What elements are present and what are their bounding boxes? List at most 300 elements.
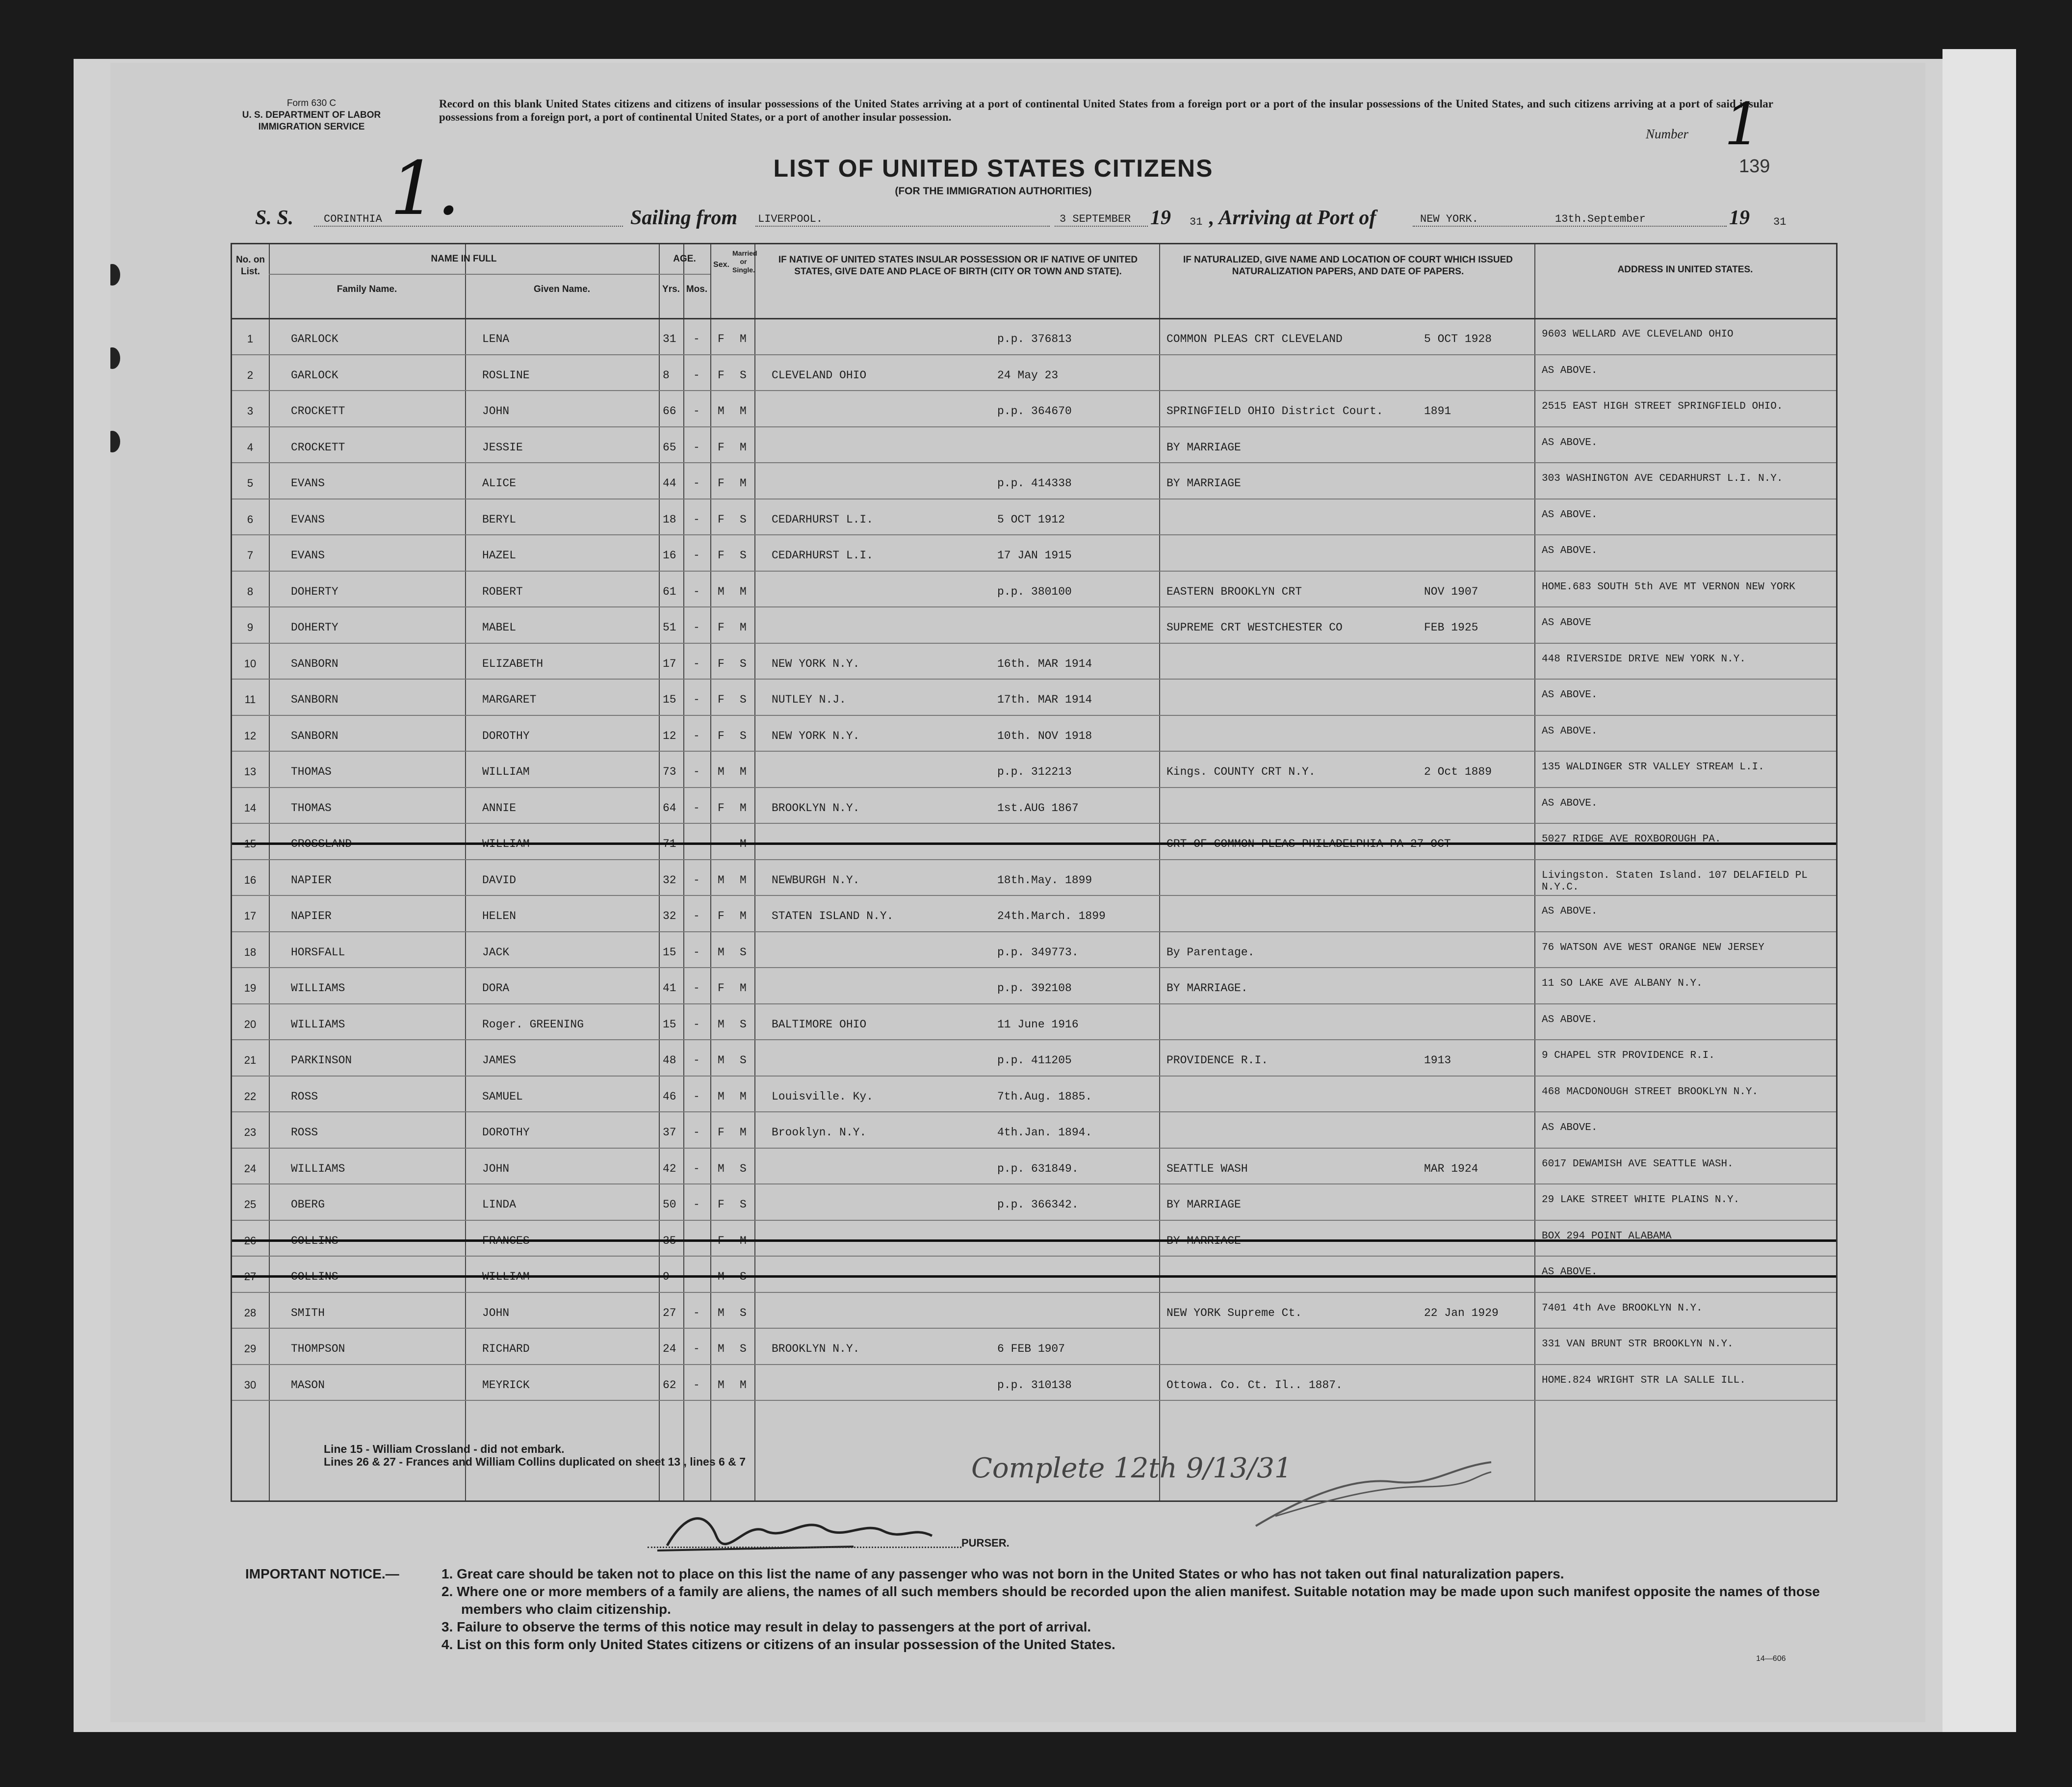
note-line-1: Line 15 - William Crossland - did not embark. [324, 1443, 565, 1455]
cell-age: 32 [663, 873, 676, 887]
cell-address: HOME.683 SOUTH 5th AVE MT VERNON NEW YORK [1542, 581, 1795, 593]
cell-ms: M [740, 333, 747, 345]
cell-ms: S [740, 1270, 747, 1283]
cell-court: SUPREME CRT WESTCHESTER CO [1166, 621, 1343, 634]
cell-ms: S [740, 368, 747, 382]
cell-ms: S [740, 946, 747, 959]
row-number: 28 [244, 1306, 257, 1319]
row-number: 24 [244, 1162, 257, 1175]
months-dash: - [693, 729, 700, 742]
cell-court-date: MAR 1924 [1424, 1162, 1478, 1175]
sail-year: 31 [1190, 216, 1203, 228]
cell-family: CROCKETT [291, 405, 345, 418]
cell-ms: S [740, 729, 747, 742]
cell-birth-date: p.p. 411205 [997, 1054, 1072, 1067]
cell-sex: M [718, 585, 725, 598]
cell-address: AS ABOVE. [1542, 437, 1598, 448]
cell-ms: M [740, 621, 747, 634]
cell-age: 17 [663, 657, 676, 670]
cell-given: DORA [482, 982, 510, 995]
col-header-sex: Sex. [713, 261, 729, 269]
cell-court: BY MARRIAGE. [1166, 982, 1248, 995]
cell-court-date: NOV 1907 [1424, 585, 1478, 598]
months-dash: - [693, 621, 700, 634]
cell-court-date: FEB 1925 [1424, 621, 1478, 634]
months-dash: - [693, 1306, 700, 1319]
cell-family: WILLIAMS [291, 1018, 345, 1031]
cell-ms: M [740, 982, 747, 995]
cell-ms: M [740, 585, 747, 598]
row-number: 8 [247, 585, 254, 598]
cell-address: AS ABOVE. [1542, 509, 1598, 521]
row-number: 10 [244, 657, 257, 670]
cell-given: JOHN [482, 1162, 510, 1175]
months-dash: - [693, 333, 700, 345]
cell-sex: M [718, 873, 725, 887]
cell-given: ANNIE [482, 801, 517, 815]
cell-birth-date: p.p. 364670 [997, 405, 1072, 418]
cell-birth-place: NEWBURGH N.Y. [772, 873, 860, 887]
months-dash: - [693, 1234, 700, 1247]
months-dash: - [693, 873, 700, 887]
months-dash: - [693, 946, 700, 959]
cell-address: AS ABOVE. [1542, 797, 1598, 809]
row-number: 19 [244, 982, 257, 994]
cell-ms: S [740, 1198, 747, 1211]
cell-sex: F [718, 1126, 725, 1139]
cell-birth-date: 10th. NOV 1918 [997, 729, 1092, 742]
cell-age: 35 [663, 1234, 676, 1247]
cell-sex: F [718, 621, 725, 634]
cell-birth-place: BALTIMORE OHIO [772, 1018, 867, 1031]
cell-family: SANBORN [291, 693, 338, 706]
months-dash: - [693, 1162, 700, 1175]
cell-sex: M [718, 1162, 725, 1175]
row-number: 7 [247, 549, 254, 561]
cell-ms: M [740, 1234, 747, 1247]
months-dash: - [693, 657, 700, 670]
cell-address: BOX 294 POINT ALABAMA [1542, 1230, 1672, 1242]
row-number: 18 [244, 946, 257, 958]
cell-family: MASON [291, 1378, 325, 1392]
cell-family: THOMPSON [291, 1342, 345, 1355]
cell-birth-date: p.p. 366342. [997, 1198, 1079, 1211]
cell-sex: F [718, 1198, 725, 1211]
cell-birth-date: 16th. MAR 1914 [997, 657, 1092, 670]
cell-age: 24 [663, 1342, 676, 1355]
cell-age: 15 [663, 1018, 676, 1031]
col-header-address: ADDRESS IN UNITED STATES. [1617, 264, 1753, 275]
strike-through-line [232, 1275, 1836, 1278]
cell-birth-place: CEDARHURST L.I. [772, 549, 874, 562]
cell-court: Kings. COUNTY CRT N.Y. [1166, 765, 1316, 778]
months-dash: - [693, 1054, 700, 1067]
row-number: 29 [244, 1342, 257, 1355]
col-header-given: Given Name. [533, 284, 591, 294]
strike-through-line [232, 842, 1836, 845]
cell-sex: F [718, 801, 725, 815]
cell-birth-date: p.p. 414338 [997, 477, 1072, 490]
cell-court: By Parentage. [1166, 946, 1255, 959]
cell-given: JESSIE [482, 441, 523, 454]
notice-item-2: 2. Where one or more members of a family are aliens, the names of all such members should be recorded upon the alien manifest. Suitable notation may be made upon such manifest opposite the names of those members who claim citizenship. [441, 1584, 1820, 1617]
cell-given: DAVID [482, 873, 517, 887]
cell-sex: M [718, 1090, 725, 1103]
cell-family: CROSSLAND [291, 838, 352, 850]
intro-text: Record on this blank United States citizens and citizens of insular possessions of the United States arriving at a port of continental United States from a foreign port or a port of the insular possessions of the United States, and such citizens arriving at a port of said insular possessions from a foreign port, a port of continental United States, or a port of another insular possession. [439, 98, 1773, 123]
arrive-year-prefix: 19 [1729, 207, 1750, 229]
row-number: 15 [244, 838, 257, 850]
cell-ms: S [740, 657, 747, 670]
cell-address: 9 CHAPEL STR PROVIDENCE R.I. [1542, 1050, 1715, 1061]
cell-address: AS ABOVE. [1542, 545, 1598, 556]
cell-family: ROSS [291, 1090, 318, 1103]
cell-court: BY MARRIAGE [1166, 1234, 1241, 1247]
cell-sex: M [718, 1270, 725, 1283]
col-header-age: AGE. [673, 254, 696, 264]
cell-ms: M [740, 477, 747, 490]
months-dash: - [693, 910, 700, 922]
row-number: 14 [244, 801, 257, 814]
cell-sex: F [718, 441, 725, 454]
cell-court: COMMON PLEAS CRT CLEVELAND [1166, 333, 1343, 345]
cell-ms: S [740, 549, 747, 562]
sail-date: 3 SEPTEMBER [1060, 213, 1131, 225]
cell-sex: M [718, 1306, 725, 1319]
cell-family: HORSFALL [291, 946, 345, 959]
cell-ms: M [740, 1090, 747, 1103]
cell-age: 8 [663, 368, 670, 382]
col-header-naturalized: IF NATURALIZED, GIVE NAME AND LOCATION OF COURT WHICH ISSUED NATURALIZATION PAPERS, AND DATE OF PAPERS. [1183, 255, 1513, 277]
cell-family: ROSS [291, 1126, 318, 1139]
cell-age: 42 [663, 1162, 676, 1175]
form-number: Form 630 C [286, 98, 337, 108]
cell-address: AS ABOVE. [1542, 689, 1598, 701]
cell-ms: S [740, 1306, 747, 1319]
form-code: 14—606 [1756, 1655, 1786, 1663]
cell-age: 32 [663, 910, 676, 922]
cell-birth-date: 11 June 1916 [997, 1018, 1079, 1031]
cell-birth-place: NUTLEY N.J. [772, 693, 846, 706]
inspector-signature [1246, 1447, 1501, 1546]
cell-ms: M [740, 1126, 747, 1139]
cell-sex: M [718, 1054, 725, 1067]
cell-sex: F [718, 333, 725, 345]
cell-address: Livingston. Staten Island. 107 DELAFIELD PL N.Y.C. [1542, 869, 1808, 893]
cell-sex: F [718, 729, 725, 742]
cell-given: ELIZABETH [482, 657, 544, 670]
cell-court: EASTERN BROOKLYN CRT [1166, 585, 1302, 598]
cell-address: AS ABOVE. [1542, 1266, 1598, 1278]
cell-age: 71 [663, 838, 676, 850]
cell-age: 44 [663, 477, 676, 490]
months-dash: - [693, 549, 700, 562]
months-dash: - [693, 693, 700, 706]
cell-court: CRT OF COMMON PLEAS PHILADELPHIA PA 27 OCT [1166, 838, 1451, 850]
cell-given: MABEL [482, 621, 517, 634]
cell-age: 31 [663, 333, 676, 345]
cell-court: BY MARRIAGE [1166, 477, 1241, 490]
months-dash: - [693, 801, 700, 815]
cell-court-date: 2 Oct 1889 [1424, 765, 1492, 778]
cell-given: LENA [482, 333, 510, 345]
arrive-date: 13th.September [1555, 213, 1646, 225]
cell-family: DOHERTY [291, 585, 338, 598]
cell-sex: M [718, 1018, 725, 1031]
col-header-family: Family Name. [337, 284, 397, 294]
cell-birth-place: CEDARHURST L.I. [772, 513, 874, 526]
cell-sex: M [718, 1378, 725, 1392]
cell-ms: M [740, 405, 747, 418]
cell-family: EVANS [291, 513, 325, 526]
cell-age: 15 [663, 946, 676, 959]
department: U. S. DEPARTMENT OF LABOR [242, 110, 381, 120]
col-header-mos: Mos. [686, 284, 708, 294]
row-number: 25 [244, 1198, 257, 1210]
cell-given: WILLIAM [482, 765, 530, 778]
cell-given: Roger. GREENING [482, 1018, 584, 1031]
port-from: LIVERPOOL. [758, 213, 823, 225]
cell-given: WILLIAM [482, 838, 530, 850]
row-number: 2 [247, 368, 254, 381]
row-number: 9 [247, 621, 254, 633]
months-dash: - [693, 441, 700, 454]
cell-court: Ottowa. Co. Ct. Il.. 1887. [1166, 1378, 1343, 1392]
cell-ms: M [740, 873, 747, 887]
service: IMMIGRATION SERVICE [258, 122, 365, 132]
months-dash: - [693, 838, 700, 850]
cell-given: SAMUEL [482, 1090, 523, 1103]
cell-address: 468 MACDONOUGH STREET BROOKLYN N.Y. [1542, 1086, 1759, 1098]
binder-hole [110, 347, 120, 369]
months-dash: - [693, 1342, 700, 1355]
row-number: 16 [244, 873, 257, 886]
cell-ms: S [740, 1018, 747, 1031]
cell-address: AS ABOVE. [1542, 1014, 1598, 1025]
cell-birth-date: 17 JAN 1915 [997, 549, 1072, 562]
months-dash: - [693, 982, 700, 995]
cell-family: NAPIER [291, 910, 332, 922]
cell-family: EVANS [291, 549, 325, 562]
cell-given: WILLIAM [482, 1270, 530, 1283]
cell-family: THOMAS [291, 801, 332, 815]
row-number: 6 [247, 513, 254, 526]
cell-family: CROCKETT [291, 441, 345, 454]
cell-birth-date: p.p. 310138 [997, 1378, 1072, 1392]
cell-given: ALICE [482, 477, 517, 490]
cell-given: DOROTHY [482, 729, 530, 742]
col-header-yrs: Yrs. [662, 284, 680, 294]
row-number: 1 [247, 333, 254, 345]
cell-address: AS ABOVE. [1542, 365, 1598, 376]
row-number: 26 [244, 1234, 257, 1247]
cell-sex: M [718, 946, 725, 959]
cell-sex: F [718, 1234, 725, 1247]
cell-given: JOHN [482, 405, 510, 418]
row-number: 22 [244, 1090, 257, 1103]
cell-age: 27 [663, 1306, 676, 1319]
cell-birth-date: 18th.May. 1899 [997, 873, 1092, 887]
cell-age: 9 [663, 1270, 670, 1283]
row-number: 5 [247, 477, 254, 489]
months-dash: - [693, 1018, 700, 1031]
cell-family: GARLOCK [291, 368, 338, 382]
months-dash: - [693, 1270, 700, 1283]
row-number: 21 [244, 1054, 257, 1066]
cell-family: WILLIAMS [291, 1162, 345, 1175]
cell-age: 65 [663, 441, 676, 454]
sailing-label: Sailing from [630, 207, 738, 229]
cell-family: PARKINSON [291, 1054, 352, 1067]
cell-birth-place: BROOKLYN N.Y. [772, 801, 860, 815]
row-number: 17 [244, 910, 257, 922]
cell-family: NAPIER [291, 873, 332, 887]
cell-ms: M [740, 801, 747, 815]
cell-court: SPRINGFIELD OHIO District Court. [1166, 405, 1383, 418]
strike-through-line [232, 1239, 1836, 1242]
cell-ms: S [740, 693, 747, 706]
cell-ms: S [740, 513, 747, 526]
notice-item-3: 3. Failure to observe the terms of this notice may result in delay to passengers at the port of arrival. [441, 1619, 1091, 1634]
months-dash: - [693, 513, 700, 526]
cell-address: 6017 DEWAMISH AVE SEATTLE WASH. [1542, 1158, 1734, 1170]
cell-family: GARLOCK [291, 333, 338, 345]
cell-sex: M [718, 405, 725, 418]
col-header-name-in-full: NAME IN FULL [431, 254, 497, 264]
cell-address: AS ABOVE. [1542, 1122, 1598, 1133]
cell-address: HOME.824 WRIGHT STR LA SALLE ILL. [1542, 1374, 1746, 1386]
cell-address: 11 SO LAKE AVE ALBANY N.Y. [1542, 978, 1703, 989]
cell-given: HAZEL [482, 549, 517, 562]
row-number: 4 [247, 441, 254, 453]
cell-ms: M [740, 1378, 747, 1392]
cell-age: 51 [663, 621, 676, 634]
cell-given: ROBERT [482, 585, 523, 598]
col-header-no: No. on List. [235, 255, 265, 277]
cell-family: COLLINS [291, 1270, 338, 1283]
col-header-birth: IF NATIVE OF UNITED STATES INSULAR POSSESSION OR IF NATIVE OF UNITED STATES, GIVE DATE AND PLACE OF BIRTH (CITY OR TOWN AND STATE). [778, 255, 1138, 277]
cell-given: FRANCES [482, 1234, 530, 1247]
cell-sex: F [718, 477, 725, 490]
sheet-stamp: 139 [1739, 156, 1770, 177]
notice-heading: IMPORTANT NOTICE.— [245, 1566, 399, 1581]
col-header-married: Married or Single. [732, 249, 757, 274]
cell-family: WILLIAMS [291, 982, 345, 995]
sheet-mark: 1. [390, 146, 461, 232]
cell-age: 61 [663, 585, 676, 598]
completion-annotation: Complete 12th 9/13/31 [971, 1452, 1292, 1484]
cell-family: COLLINS [291, 1234, 338, 1247]
cell-age: 64 [663, 801, 676, 815]
cell-birth-date: 24th.March. 1899 [997, 910, 1106, 922]
cell-age: 15 [663, 693, 676, 706]
cell-sex: F [718, 982, 725, 995]
cell-address: AS ABOVE. [1542, 725, 1598, 737]
purser-label: PURSER. [961, 1537, 1010, 1549]
cell-birth-date: 7th.Aug. 1885. [997, 1090, 1092, 1103]
number-value: 1 [1724, 90, 1761, 158]
cell-sex: F [718, 513, 725, 526]
cell-ms: M [740, 838, 747, 850]
cell-birth-date: p.p. 392108 [997, 982, 1072, 995]
underlying-sheet-edge [1942, 49, 2016, 1732]
cell-ms: M [740, 910, 747, 922]
cell-birth-date: p.p. 631849. [997, 1162, 1079, 1175]
cell-birth-date: p.p. 312213 [997, 765, 1072, 778]
arrive-year: 31 [1773, 216, 1787, 228]
cell-birth-date: p.p. 349773. [997, 946, 1079, 959]
cell-age: 37 [663, 1126, 676, 1139]
cell-court-date: 5 OCT 1928 [1424, 333, 1492, 345]
cell-birth-date: p.p. 380100 [997, 585, 1072, 598]
row-number: 23 [244, 1126, 257, 1138]
cell-given: RICHARD [482, 1342, 530, 1355]
binder-hole [110, 431, 120, 452]
cell-address: 76 WATSON AVE WEST ORANGE NEW JERSEY [1542, 942, 1764, 953]
cell-address: 2515 EAST HIGH STREET SPRINGFIELD OHIO. [1542, 401, 1783, 412]
ss-label: S. S. [255, 207, 294, 229]
cell-given: JACK [482, 946, 510, 959]
cell-ms: M [740, 765, 747, 778]
cell-family: SANBORN [291, 657, 338, 670]
cell-family: EVANS [291, 477, 325, 490]
binder-hole [110, 264, 120, 286]
cell-birth-place: STATEN ISLAND N.Y. [772, 910, 894, 922]
cell-sex: F [718, 910, 725, 922]
row-number: 27 [244, 1270, 257, 1283]
cell-address: 331 VAN BRUNT STR BROOKLYN N.Y. [1542, 1339, 1734, 1350]
cell-age: 16 [663, 549, 676, 562]
cell-sex: F [718, 368, 725, 382]
cell-given: HELEN [482, 910, 517, 922]
row-number: 11 [244, 693, 256, 706]
cell-birth-date: 5 OCT 1912 [997, 513, 1065, 526]
months-dash: - [693, 585, 700, 598]
passenger-table [231, 243, 1838, 1502]
cell-ms: S [740, 1342, 747, 1355]
row-number: 13 [244, 765, 257, 778]
cell-age: 66 [663, 405, 676, 418]
cell-age: 48 [663, 1054, 676, 1067]
cell-birth-place: CLEVELAND OHIO [772, 368, 867, 382]
cell-age: 50 [663, 1198, 676, 1211]
cell-court: BY MARRIAGE [1166, 1198, 1241, 1211]
cell-birth-date: 4th.Jan. 1894. [997, 1126, 1092, 1139]
months-dash: - [693, 405, 700, 418]
row-number: 3 [247, 405, 254, 417]
cell-given: JAMES [482, 1054, 517, 1067]
cell-sex: F [718, 549, 725, 562]
months-dash: - [693, 1198, 700, 1211]
cell-given: LINDA [482, 1198, 517, 1211]
cell-sex: M [718, 1342, 725, 1355]
months-dash: - [693, 1378, 700, 1392]
months-dash: - [693, 1126, 700, 1139]
cell-given: ROSLINE [482, 368, 530, 382]
cell-ms: S [740, 1054, 747, 1067]
cell-address: 7401 4th Ave BROOKLYN N.Y. [1542, 1302, 1703, 1314]
cell-sex: M [718, 765, 725, 778]
cell-court-date: 1913 [1424, 1054, 1451, 1067]
cell-family: OBERG [291, 1198, 325, 1211]
cell-given: MEYRICK [482, 1378, 530, 1392]
page-subtitle: (FOR THE IMMIGRATION AUTHORITIES) [895, 185, 1092, 197]
cell-family: SMITH [291, 1306, 325, 1319]
row-number: 20 [244, 1018, 257, 1030]
cell-court-date: 22 Jan 1929 [1424, 1306, 1499, 1319]
cell-age: 41 [663, 982, 676, 995]
cell-family: SANBORN [291, 729, 338, 742]
